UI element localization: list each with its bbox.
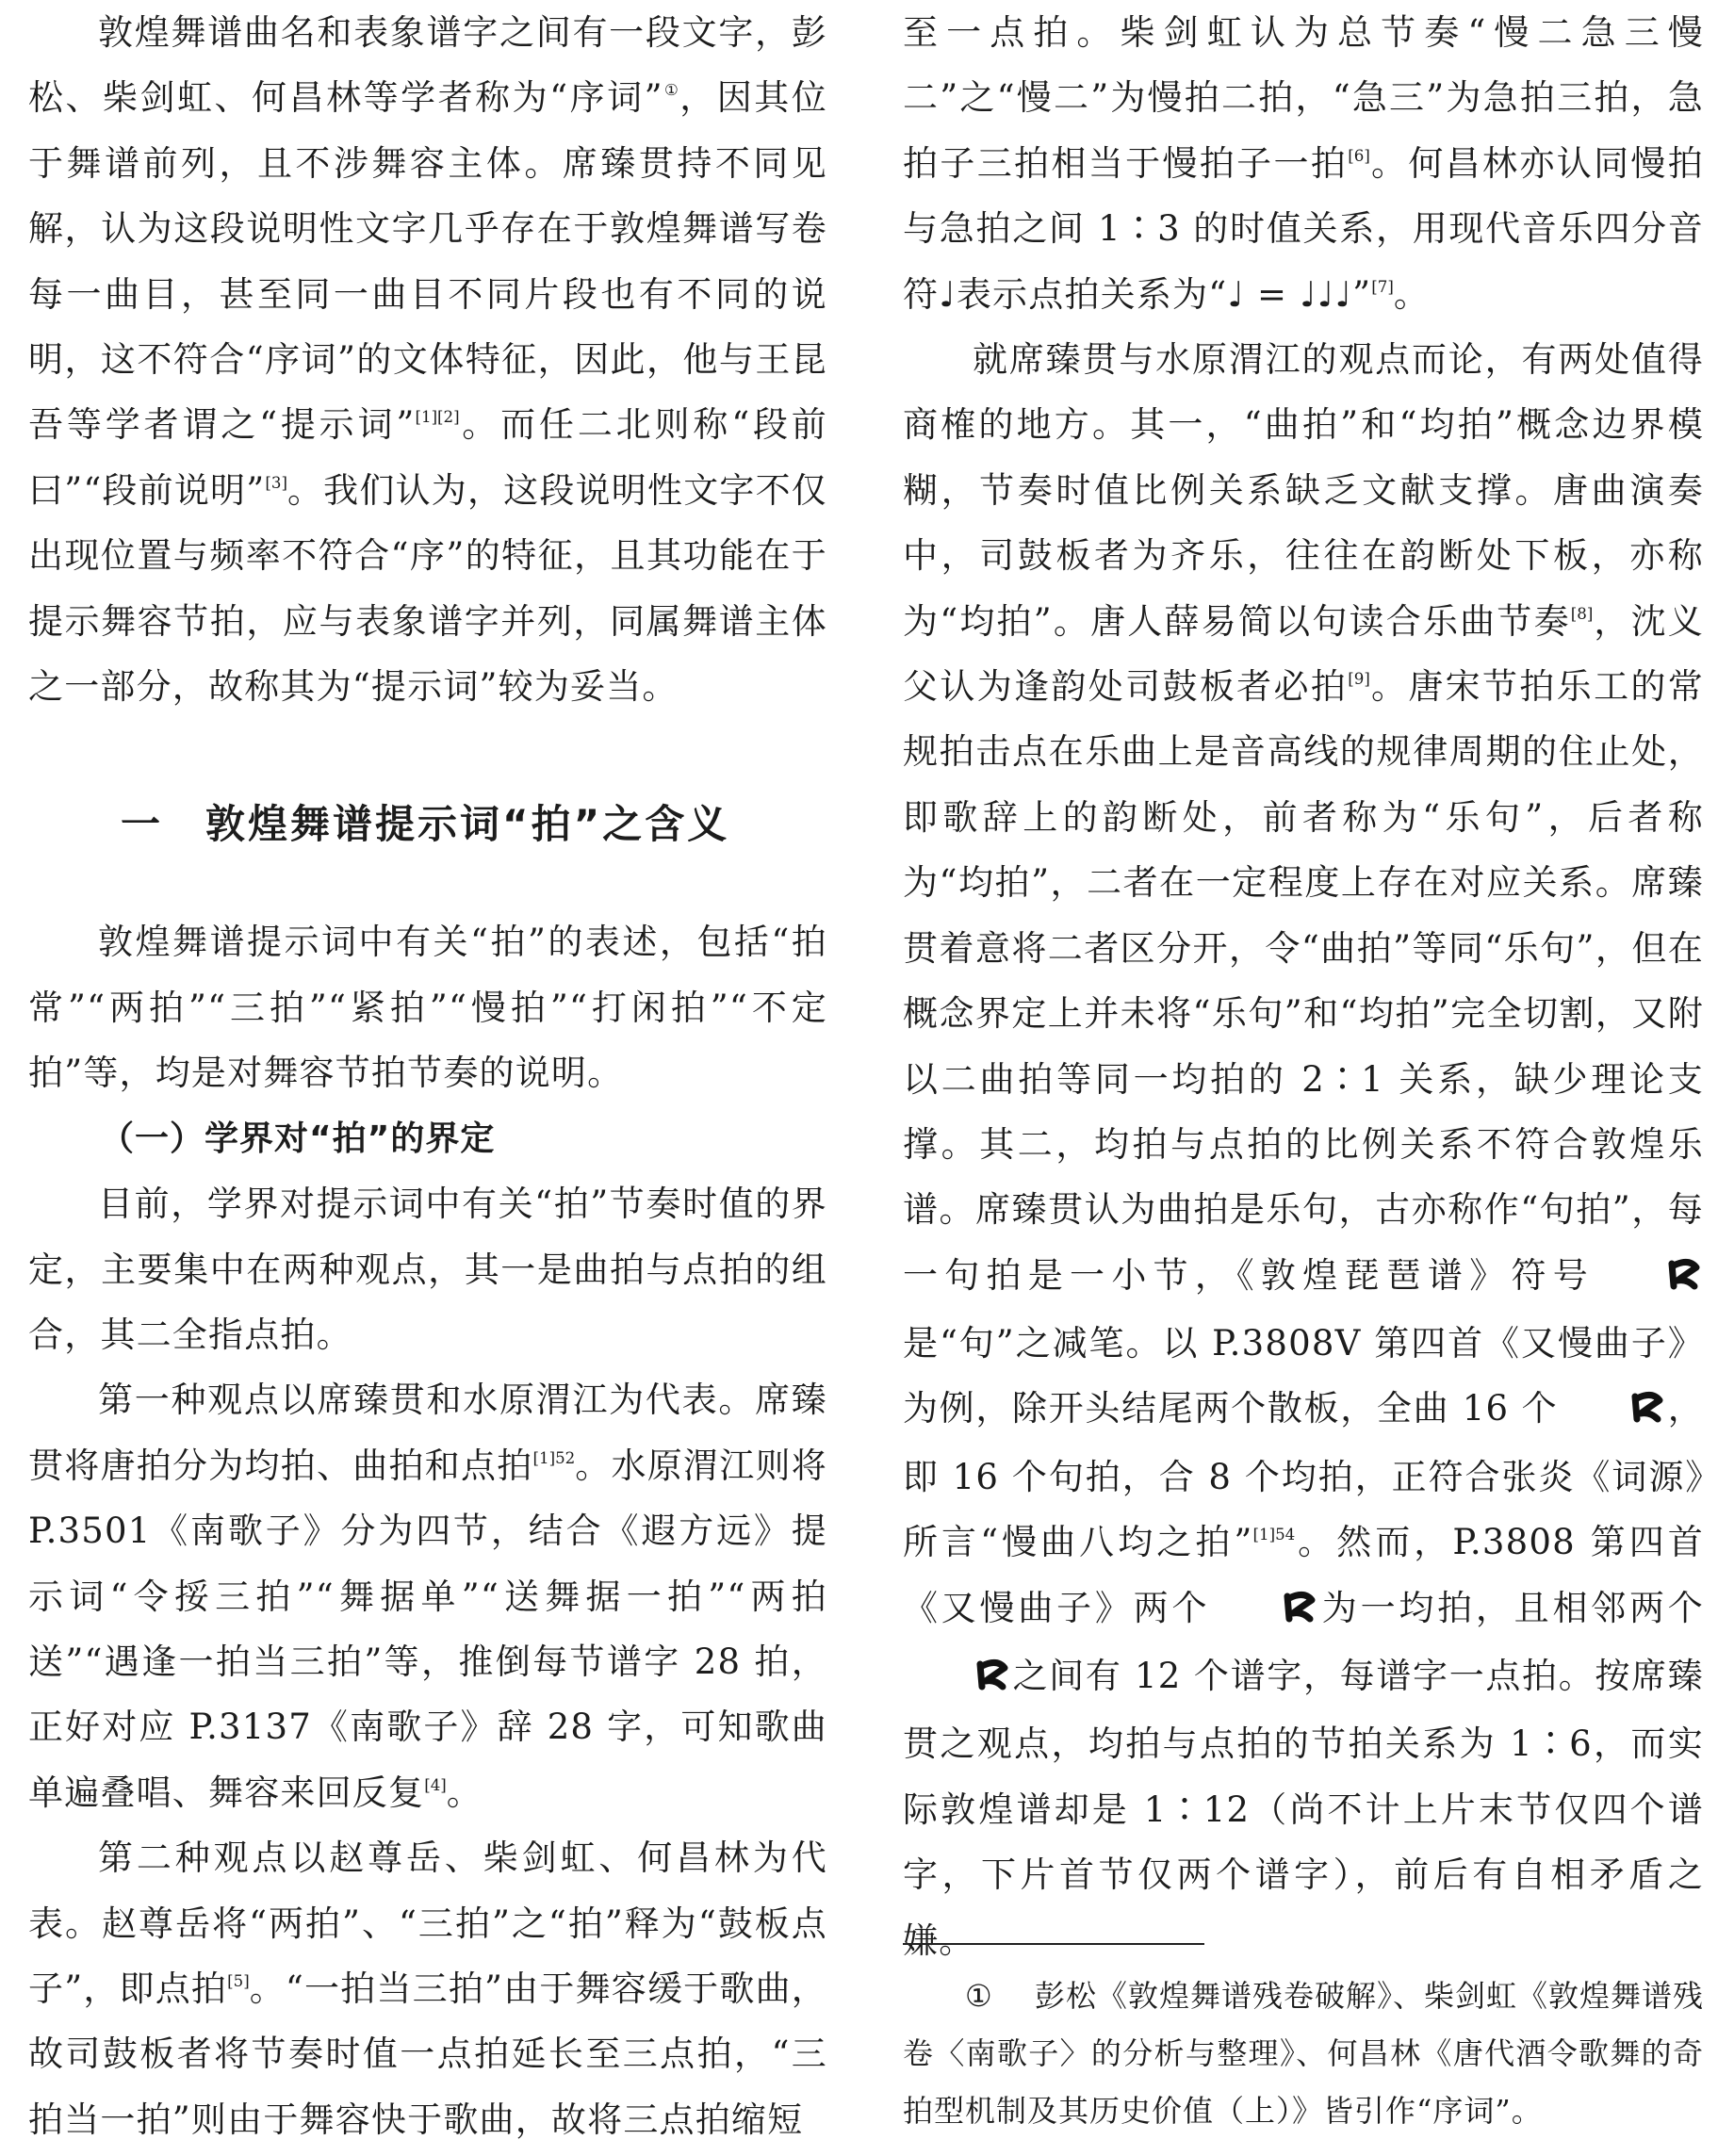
paragraph	[903, 327, 1704, 1973]
citation: [5]	[227, 1971, 250, 1990]
text: 为一均拍，且相邻两个	[1319, 1587, 1704, 1628]
footnote-rule	[903, 1943, 1204, 1945]
text: 第一种观点以席臻贯和水原渭江为代表。席臻贯将唐拍分为均拍、曲拍和点拍	[28, 1380, 827, 1486]
left-column	[28, 0, 827, 2152]
text: 敦煌舞谱曲名和表象谱字之间有一段文字，彭松、柴剑虹、何昌林等学者称为“序词”	[28, 12, 827, 119]
paragraph: 敦煌舞谱提示词中有关“拍”的表述，包括“拍常”“两拍”“三拍”“紧拍”“慢拍”“打闲拍”“不定拍”等，均是对舞容节拍节奏的说明。	[28, 922, 827, 1094]
text: 。何昌林亦认同慢拍与急拍之间 1∶3 的时值关系，用现代音乐四分音符	[903, 142, 1704, 315]
text: 。然而，P.3808 第四首《又慢曲子》两个	[903, 1522, 1704, 1628]
citation: [7]	[1371, 277, 1394, 296]
text: ，即 16 个句拍，合 8 个均拍，正符合张炎《词源》所言“慢曲八均之拍”	[903, 1388, 1704, 1563]
text: 至一点拍。柴剑虹认为总节奏“慢二急三慢二”之“慢二”为慢拍二拍，“急三”为急拍三拍，急拍子三拍相当于慢拍子一拍	[903, 12, 1704, 184]
ju-symbol-icon	[1212, 1578, 1317, 1643]
citation: [3]	[265, 473, 287, 492]
paragraph	[28, 0, 827, 719]
citation: [6]	[1348, 146, 1370, 165]
right-column	[903, 0, 1704, 1973]
text: ，因其位于舞谱前列，且不涉舞容主体。席臻贯持不同见解，认为这段说明性文字几乎存在于敦煌舞谱写卷每一曲目，甚至同一曲目不同片段也有不同的说明，这不符合“序词”的文体特征，因此，他与王昆吾等学者谓之“提示词”	[28, 77, 827, 446]
footnote	[903, 1968, 1704, 2140]
text: 第二种观点以赵尊岳、柴剑虹、何昌林为代表。赵尊岳将“两拍”、“三拍”之“拍”释为“鼓板点子”，即点拍	[28, 1838, 827, 2009]
footnote-text: 彭松《敦煌舞谱残卷破解》、柴剑虹《敦煌舞谱残卷〈南歌子〉的分析与整理》、何昌林《唐代酒令歌舞的奇拍型机制及其历史价值（上）》皆引作“序词”。	[903, 1978, 1705, 2129]
quarter-note-symbol: ♩	[939, 273, 957, 315]
section-title: 一 敦煌舞谱提示词“拍”之含义	[121, 801, 730, 848]
text: 表示点拍关系为“	[956, 273, 1228, 315]
text: 。我们认为，这段说明性文字不仅出现位置与频率不符合“序”的特征，且其功能在于提示舞容节拍，应与表象谱字并列，同属舞谱主体之一部分，故称其为“提示词”较为妥当。	[28, 469, 827, 708]
citation: [1][2]	[415, 408, 460, 427]
paragraph: 目前，学界对提示词中有关“拍”节奏时值的界定，主要集中在两种观点，其一是曲拍与点拍的组合，其二全指点拍。	[28, 1184, 827, 1355]
paragraph	[28, 1367, 827, 1825]
footnote-marker: ①	[663, 81, 680, 100]
paragraph	[28, 1825, 827, 2152]
text: 。唐宋节拍乐工的常规拍击点在乐曲上是音高线的规律周期的住止处，即歌辞上的韵断处，前者称为“乐句”，后者称为“均拍”，二者在一定程度上存在对应关系。席臻贯着意将二者区分开，令“曲拍”等同“乐句”，但在概念界定上并未将“乐句”和“均拍”完全切割，又附以二曲拍等同一均拍的 2∶1 关系，缺少理论支撑。其二，均拍与点拍的比例关系不符合敦煌乐谱。席臻贯认为曲拍是乐句，古亦称作“句拍”，每一句拍是一小节，《敦煌琵琶谱》符号	[903, 666, 1704, 1296]
citation: [1]52	[532, 1448, 576, 1467]
citation: [4]	[424, 1775, 447, 1794]
ju-symbol-icon	[1596, 1246, 1702, 1311]
text: 。	[1393, 273, 1431, 315]
text: 就席臻贯与水原渭江的观点而论，有两处值得商榷的地方。其一，“曲拍”和“均拍”概念边界模糊，节奏时值比例关系缺乏文献支撑。唐曲演奏中，司鼓板者为齐乐，往往在韵断处下板，亦称为“均拍”。唐人薛易简以句读合乐曲节奏	[903, 339, 1704, 642]
citation: [1]54	[1252, 1526, 1296, 1544]
text: 。水原渭江则将 P.3501《南歌子》分为四节，结合《遐方远》提示词“令挼三拍”“舞据单”“送舞据一拍”“两拍送”“遇逢一拍当三拍”等，推倒每节谱字 28 拍，正好对应 P.3137《南歌子》辞 28 字，可知歌曲单遍叠唱、舞容来回反复	[28, 1445, 827, 1813]
ju-symbol-icon	[905, 1646, 1010, 1711]
text: ，沈义父认为逢韵处司鼓板者必拍	[903, 600, 1704, 708]
citation: [9]	[1348, 670, 1370, 689]
text: ”	[1352, 273, 1372, 315]
text: 之间有 12 个谱字，每谱字一点拍。按席臻贯之观点，均拍与点拍的节拍关系为 1∶6，而实际敦煌谱却是 1∶12（尚不计上片末节仅四个谱字，下片首节仅两个谱字），前后有自相矛盾之嫌。	[903, 1656, 1704, 1961]
text: 。而任二北则称“段前曰”“段前说明”	[28, 404, 828, 511]
text: 。	[446, 1772, 483, 1813]
note-equation: ♩ = ♩♩♩	[1227, 273, 1353, 315]
footnote-number: ①	[965, 1978, 993, 2014]
text: 是“句”之减笔。以 P.3808V 第四首《又慢曲子》为例，除开头结尾两个散板，全曲 16 个	[903, 1323, 1704, 1429]
subsection-title: （一）学界对“拍”的界定	[100, 1119, 496, 1158]
citation: [8]	[1570, 604, 1594, 623]
ju-symbol-icon	[1560, 1379, 1665, 1444]
text: 。“一拍当三拍”由于舞容缓于歌曲，故司鼓板者将节奏时值一点拍延长至三点拍，“三拍当一拍”则由于舞容快于歌曲，故将三点拍缩短	[28, 1968, 827, 2140]
paragraph	[903, 0, 1704, 327]
